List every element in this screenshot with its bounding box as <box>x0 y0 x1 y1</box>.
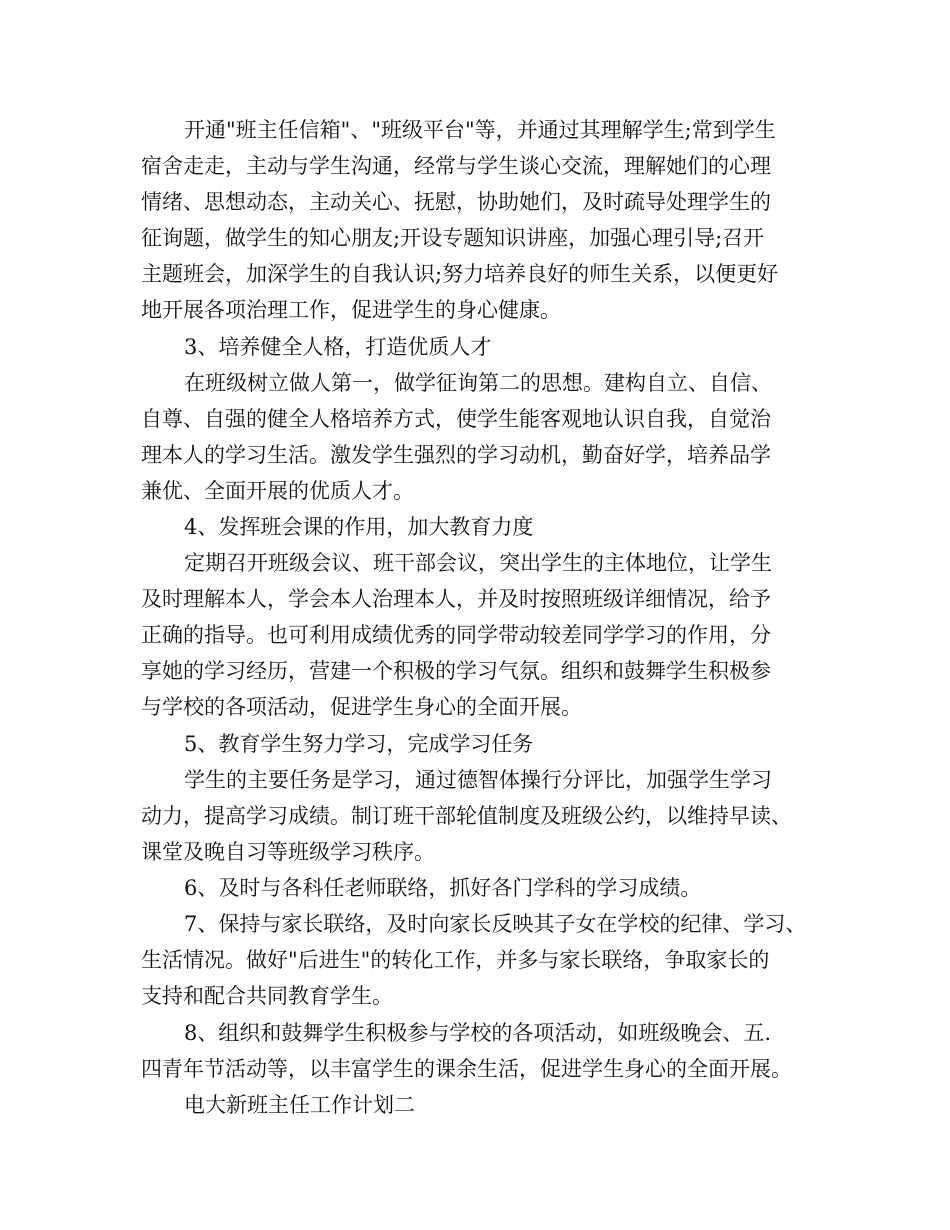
text-line: 开通"班主任信箱"、"班级平台"等，并通过其理解学生;常到学生 <box>184 118 776 142</box>
text-line: 主题班会，加深学生的自我认识;努力培养良好的师生关系，以便更好 <box>141 262 779 286</box>
text-line: 7、保持与家长联络，及时向家长反映其子女在学校的纪律、学习、 <box>184 912 807 936</box>
text-line: 四青年节活动等，以丰富学生的课余生活，促进学生身心的全面开展。 <box>141 1057 792 1081</box>
text-line: 情绪、思想动态，主动关心、抚慰，协助她们，及时疏导处理学生的 <box>141 190 771 214</box>
section-heading: 3、培养健全人格，打造优质人才 <box>184 335 492 359</box>
section-heading: 8、组织和鼓舞学生积极参与学校的各项活动，如班级晚会、五. <box>184 1021 772 1045</box>
text-line: 征询题，做学生的知心朋友;开设专题知识讲座，加强心理引导;召开 <box>141 226 765 250</box>
text-line: 课堂及晚自习等班级学习秩序。 <box>141 840 435 864</box>
section-heading: 5、教育学生努力学习，完成学习任务 <box>184 732 534 756</box>
text-line: 支持和配合共同教育学生。 <box>141 984 393 1008</box>
section-heading: 6、及时与各科任老师联络，抓好各门学科的学习成绩。 <box>184 876 702 900</box>
text-line: 动力，提高学习成绩。制订班干部轮值制度及班级公约，以维持早读、 <box>141 804 792 828</box>
text-line: 自尊、自强的健全人格培养方式，使学生能客观地认识自我，自觉治 <box>141 407 771 431</box>
section-heading: 4、发挥班会课的作用，加大教育力度 <box>184 515 534 539</box>
document-subtitle: 电大新班主任工作计划二 <box>184 1093 415 1117</box>
text-line: 正确的指导。也可利用成绩优秀的同学带动较差同学学习的作用，分 <box>141 623 771 647</box>
text-line: 理本人的学习生活。激发学生强烈的学习动机，勤奋好学，培养品学 <box>141 443 771 467</box>
text-line: 生活情况。做好"后进生"的转化工作，并多与家长联络，争取家长的 <box>141 948 770 972</box>
text-line: 地开展各项治理工作，促进学生的身心健康。 <box>141 298 561 322</box>
text-line: 定期召开班级会议、班干部会议，突出学生的主体地位，让学生 <box>184 551 772 575</box>
text-line: 在班级树立做人第一，做学征询第二的思想。建构自立、自信、 <box>184 371 772 395</box>
text-line: 学生的主要任务是学习，通过德智体操行分评比，加强学生学习 <box>184 768 772 792</box>
text-line: 兼优、全面开展的优质人才。 <box>141 479 414 503</box>
text-line: 与学校的各项活动，促进学生身心的全面开展。 <box>141 695 582 719</box>
text-line: 及时理解本人，学会本人治理本人，并及时按照班级详细情况，给予 <box>141 587 771 611</box>
text-line: 宿舍走走，主动与学生沟通，经常与学生谈心交流，理解她们的心理 <box>141 154 771 178</box>
text-line: 享她的学习经历，营建一个积极的学习气氛。组织和鼓舞学生积极参 <box>141 659 771 683</box>
